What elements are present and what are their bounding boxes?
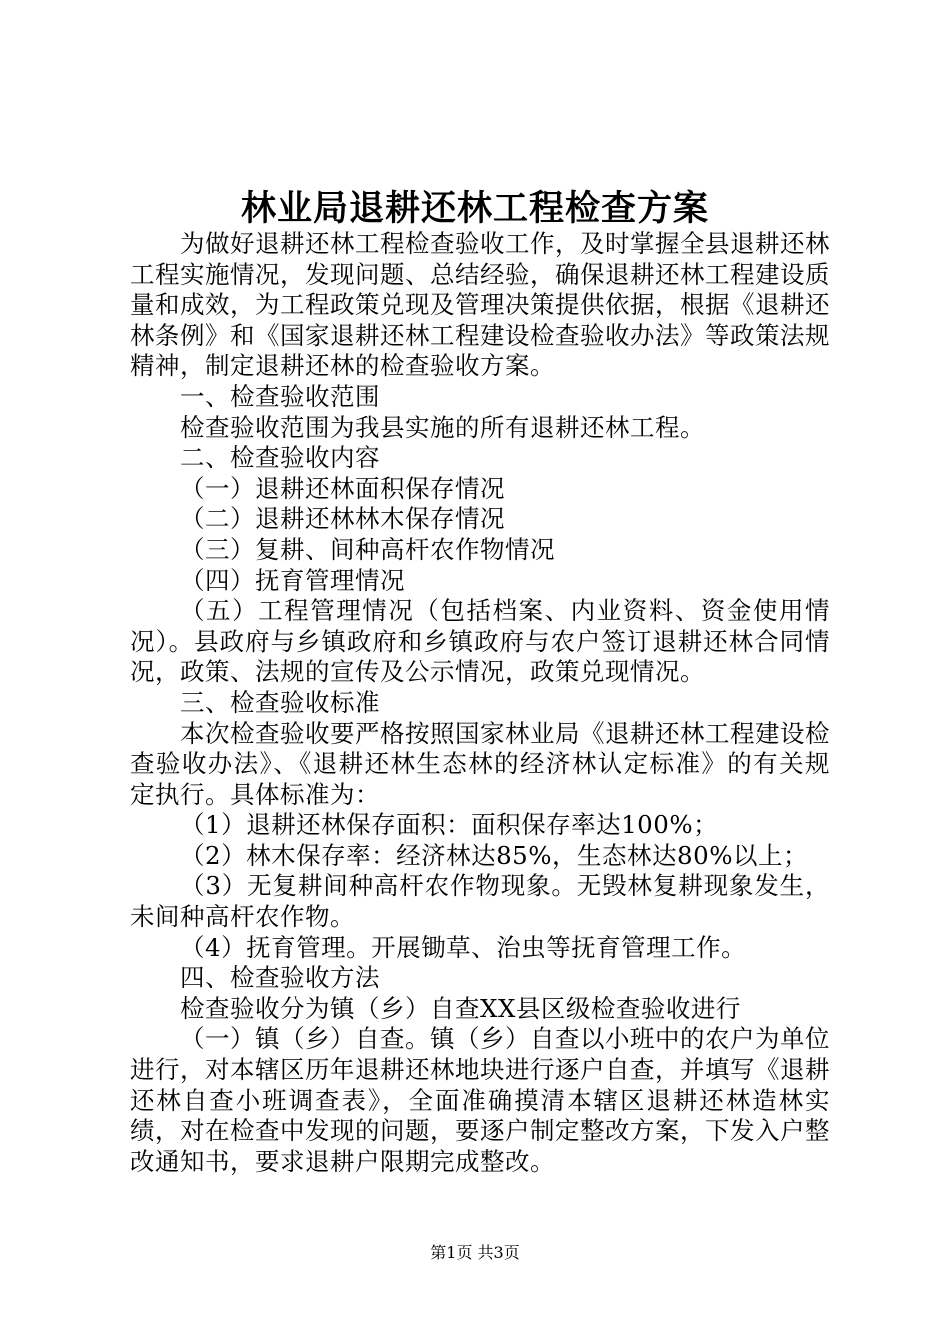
list-item: （1）退耕还林保存面积：面积保存率达100%； <box>180 810 719 840</box>
list-item: （五）工程管理情况（包括档案、内业资料、资金使用情况）。县政府与乡镇政府和乡镇政府与农户签订退耕还林合同情况，政策、法规的宣传及公示情况，政策兑现情况。 <box>130 596 830 687</box>
page-footer: 第1页 共3页 <box>430 1243 520 1262</box>
paragraph: 检查验收范围为我县实施的所有退耕还林工程。 <box>180 412 705 442</box>
paragraph: （一）镇（乡）自查。镇（乡）自查以小班中的农户为单位进行，对本辖区历年退耕还林地块进行逐户自查，并填写《退耕还林自查小班调查表》，全面准确摸清本辖区退耕还林造林实绩，对在检查中发现的问题，要逐户制定整改方案，下发入户整改通知书，要求退耕户限期完成整改。 <box>130 1024 830 1176</box>
list-item: （4）抚育管理。开展锄草、治虫等抚育管理工作。 <box>180 932 747 962</box>
intro-paragraph: 为做好退耕还林工程检查验收工作，及时掌握全县退耕还林工程实施情况，发现问题、总结经验，确保退耕还林工程建设质量和成效，为工程政策兑现及管理决策提供依据，根据《退耕还林条例》和《国家退耕还林工程建设检查验收办法》等政策法规精神，制定退耕还林的检查验收方案。 <box>130 229 830 381</box>
list-item: （2）林木保存率：经济林达85%，生态林达80%以上； <box>180 840 808 870</box>
section-heading-3: 三、检查验收标准 <box>180 687 380 717</box>
document-title: 林业局退耕还林工程检查方案 <box>240 189 709 229</box>
section-heading-4: 四、检查验收方法 <box>180 963 380 993</box>
list-item: （3）无复耕间种高杆农作物现象。无毁林复耕现象发生，未间种高杆农作物。 <box>130 871 830 932</box>
section-heading-2: 二、检查验收内容 <box>180 443 380 473</box>
document-body <box>130 229 830 1177</box>
list-item: （一）退耕还林面积保存情况 <box>180 473 505 503</box>
paragraph: 检查验收分为镇（乡）自查XX县区级检查验收进行 <box>180 993 741 1023</box>
section-heading-1: 一、检查验收范围 <box>180 381 380 411</box>
paragraph: 本次检查验收要严格按照国家林业局《退耕还林工程建设检查验收办法》、《退耕还林生态林的经济林认定标准》的有关规定执行。具体标准为： <box>130 718 830 809</box>
list-item: （二）退耕还林林木保存情况 <box>180 504 505 534</box>
list-item: （四）抚育管理情况 <box>180 565 405 595</box>
list-item: （三）复耕、间种高杆农作物情况 <box>180 534 555 564</box>
